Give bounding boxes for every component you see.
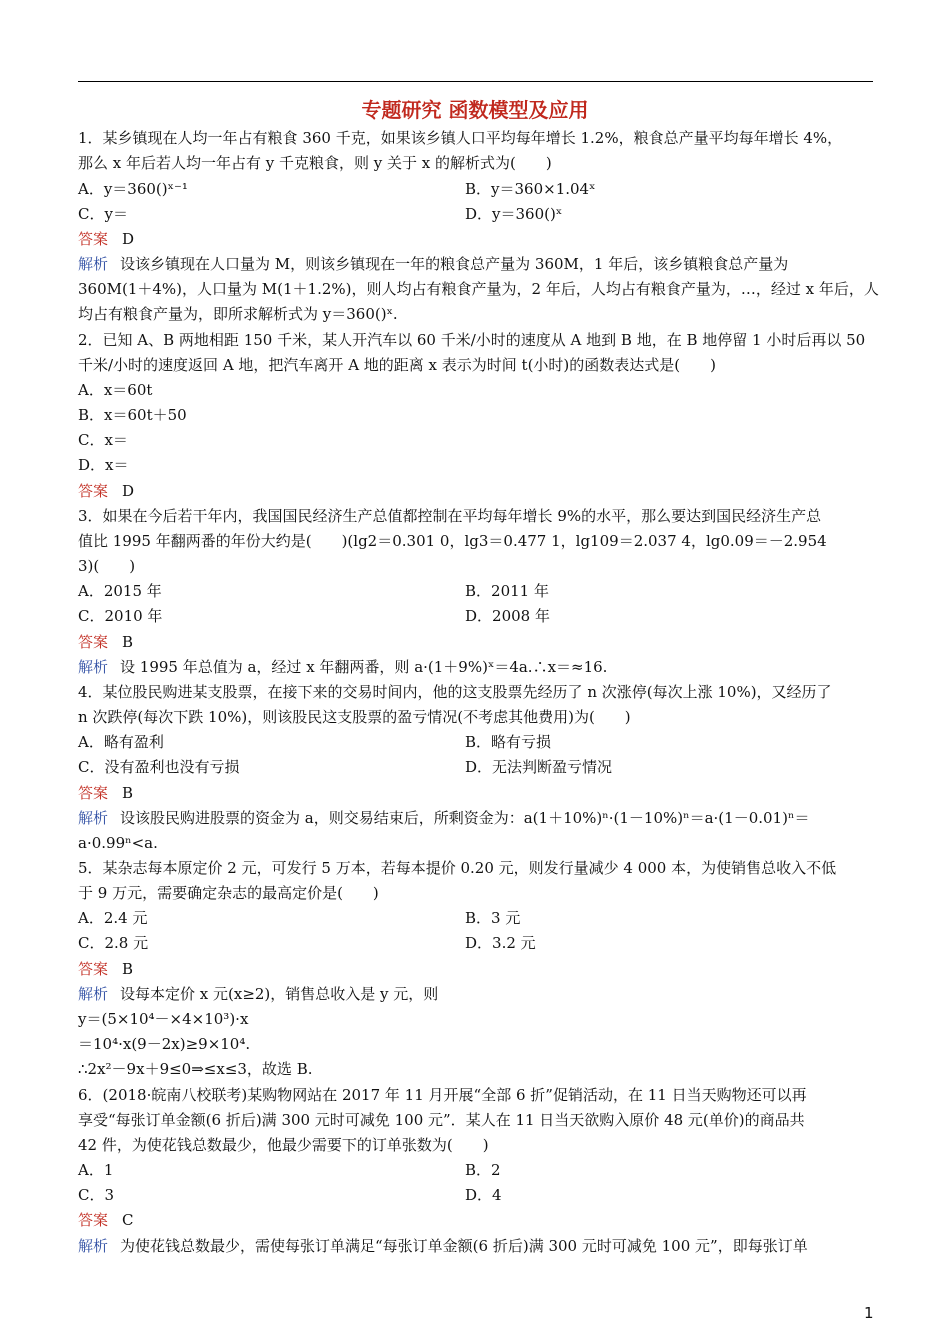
q5-option-a: A．2.4 元 [78, 909, 148, 927]
q4-option-c: C．没有盈利也没有亏损 [78, 758, 240, 776]
q6-option-c: C．3 [78, 1186, 115, 1204]
answer-value: B [122, 960, 134, 978]
q2-answer-row [78, 481, 876, 501]
question-1-text: 那么 x 年后若人均一年占有 y 千克粮食，则 y 关于 x 的解析式为( ) [78, 154, 552, 172]
answer-value: D [122, 230, 135, 248]
q4-analysis-row [78, 808, 876, 828]
analysis-label: 解析 [78, 1237, 109, 1255]
q5-option-d: D．3.2 元 [465, 934, 536, 952]
q6-option-d: D．4 [465, 1186, 502, 1204]
analysis-text: y＝(5×10⁴－×4×10³)·x [78, 1010, 249, 1028]
answer-value: B [122, 784, 134, 802]
q4-option-b: B．略有亏损 [465, 733, 552, 751]
q5-analysis-row [78, 984, 876, 1004]
q2-option-c: C．x＝ [78, 431, 128, 449]
answer-label: 答案 [78, 230, 109, 248]
analysis-label: 解析 [78, 985, 109, 1003]
q2-option-a: A．x＝60t [78, 381, 153, 399]
analysis-text: 均占有粮食产量为，即所求解析式为 y＝360()ˣ. [78, 305, 398, 323]
answer-label: 答案 [78, 482, 109, 500]
q6-option-b: B．2 [465, 1161, 501, 1179]
q3-answer-row [78, 632, 876, 652]
question-5-text: 5．某杂志每本原定价 2 元，可发行 5 万本，若每本提价 0.20 元，则发行量减少 4 000 本，为使销售总收入不低 [78, 859, 837, 877]
question-4-text: n 次跌停(每次下跌 10%)，则该股民这支股票的盈亏情况(不考虑其他费用)为( ) [78, 708, 631, 726]
question-3-text: 值比 1995 年翻两番的年份大约是( )(lg2＝0.301 0，lg3＝0.477 1，lg109＝2.037 4，lg0.09＝－2.954 [78, 532, 827, 550]
analysis-text: 设每本定价 x 元(x≥2)，销售总收入是 y 元，则 [120, 985, 439, 1003]
q1-analysis-row [78, 254, 876, 274]
analysis-label: 解析 [78, 658, 109, 676]
q5-option-b: B．3 元 [465, 909, 521, 927]
question-5-text: 于 9 万元，需要确定杂志的最高定价是( ) [78, 884, 379, 902]
page-number: 1 [864, 1304, 874, 1322]
q1-answer-row [78, 229, 876, 249]
q5-answer-row [78, 959, 876, 979]
analysis-label: 解析 [78, 809, 109, 827]
q1-option-b: B．y＝360×1.04ˣ [465, 180, 596, 198]
q3-option-d: D．2008 年 [465, 607, 550, 625]
q3-analysis-row [78, 657, 876, 677]
analysis-text: 设 1995 年总值为 a，经过 x 年翻两番，则 a·(1＋9%)ˣ＝4a.∴x＝≈16. [120, 658, 608, 676]
q2-option-b: B．x＝60t＋50 [78, 406, 187, 424]
analysis-text: 设该股民购进股票的资金为 a，则交易结束后，所剩资金为：a(1＋10%)ⁿ·(1－10%)ⁿ＝a·(1－0.01)ⁿ＝ [120, 809, 810, 827]
q4-option-d: D．无法判断盈亏情况 [465, 758, 613, 776]
q6-analysis-row [78, 1236, 876, 1256]
page-title: 专题研究 函数模型及应用 [361, 98, 589, 122]
analysis-text: ＝10⁴·x(9－2x)≥9×10⁴. [78, 1035, 251, 1053]
q3-option-a: A．2015 年 [78, 582, 162, 600]
analysis-text: 为使花钱总数最少，需使每张订单满足“每张订单金额(6 折后)满 300 元时可减免 100 元”，即每张订单 [120, 1237, 808, 1255]
question-3-text: 3．如果在今后若干年内，我国国民经济生产总值都控制在平均每年增长 9%的水平，那么要达到国民经济生产总 [78, 507, 822, 525]
answer-label: 答案 [78, 1211, 109, 1229]
question-2-text: 千米/小时的速度返回 A 地，把汽车离开 A 地的距离 x 表示为时间 t(小时)的函数表达式是( ) [78, 356, 716, 374]
q1-option-a: A．y＝360()ˣ⁻¹ [78, 180, 188, 198]
answer-label: 答案 [78, 960, 109, 978]
q3-option-b: B．2011 年 [465, 582, 549, 600]
analysis-text: 设该乡镇现在人口量为 M，则该乡镇现在一年的粮食总产量为 360M，1 年后，该乡镇粮食总产量为 [120, 255, 789, 273]
answer-value: B [122, 633, 134, 651]
q4-option-a: A．略有盈利 [78, 733, 164, 751]
q1-option-d: D．y＝360()ˣ [465, 205, 563, 223]
header-rule [78, 81, 873, 82]
question-6-text: 6．(2018·皖南八校联考)某购物网站在 2017 年 11 月开展“全部 6 折”促销活动，在 11 日当天购物还可以再 [78, 1086, 807, 1104]
q4-answer-row [78, 783, 876, 803]
answer-value: D [122, 482, 135, 500]
answer-value: C [122, 1211, 134, 1229]
question-6-text: 享受“每张订单金额(6 折后)满 300 元时可减免 100 元”．某人在 11 日当天欲购入原价 48 元(单价)的商品共 [78, 1111, 805, 1129]
question-2-text: 2．已知 A、B 两地相距 150 千米，某人开汽车以 60 千米/小时的速度从 A 地到 B 地，在 B 地停留 1 小时后再以 50 [78, 331, 866, 349]
analysis-text: 360M(1＋4%)，人口量为 M(1＋1.2%)，则人均占有粮食产量为，2 年后，人均占有粮食产量为，…，经过 x 年后，人 [78, 280, 879, 298]
question-4-text: 4．某位股民购进某支股票，在接下来的交易时间内，他的这支股票先经历了 n 次涨停(每次上涨 10%)，又经历了 [78, 683, 832, 701]
q1-option-c: C．y＝ [78, 205, 128, 223]
question-1-text: 1．某乡镇现在人均一年占有粮食 360 千克，如果该乡镇人口平均每年增长 1.2%，粮食总产量平均每年增长 4%， [78, 129, 843, 147]
analysis-text: ∴2x²－9x＋9≤0⇒≤x≤3，故选 B. [78, 1060, 313, 1078]
q5-option-c: C．2.8 元 [78, 934, 149, 952]
question-3-text: 3)( ) [78, 557, 136, 575]
q6-option-a: A．1 [78, 1161, 114, 1179]
answer-label: 答案 [78, 784, 109, 802]
q3-option-c: C．2010 年 [78, 607, 163, 625]
analysis-label: 解析 [78, 255, 109, 273]
analysis-text: a·0.99ⁿ<a. [78, 834, 158, 852]
q2-option-d: D．x＝ [78, 456, 129, 474]
question-6-text: 42 件，为使花钱总数最少，他最少需要下的订单张数为( ) [78, 1136, 489, 1154]
q6-answer-row [78, 1210, 876, 1230]
answer-label: 答案 [78, 633, 109, 651]
